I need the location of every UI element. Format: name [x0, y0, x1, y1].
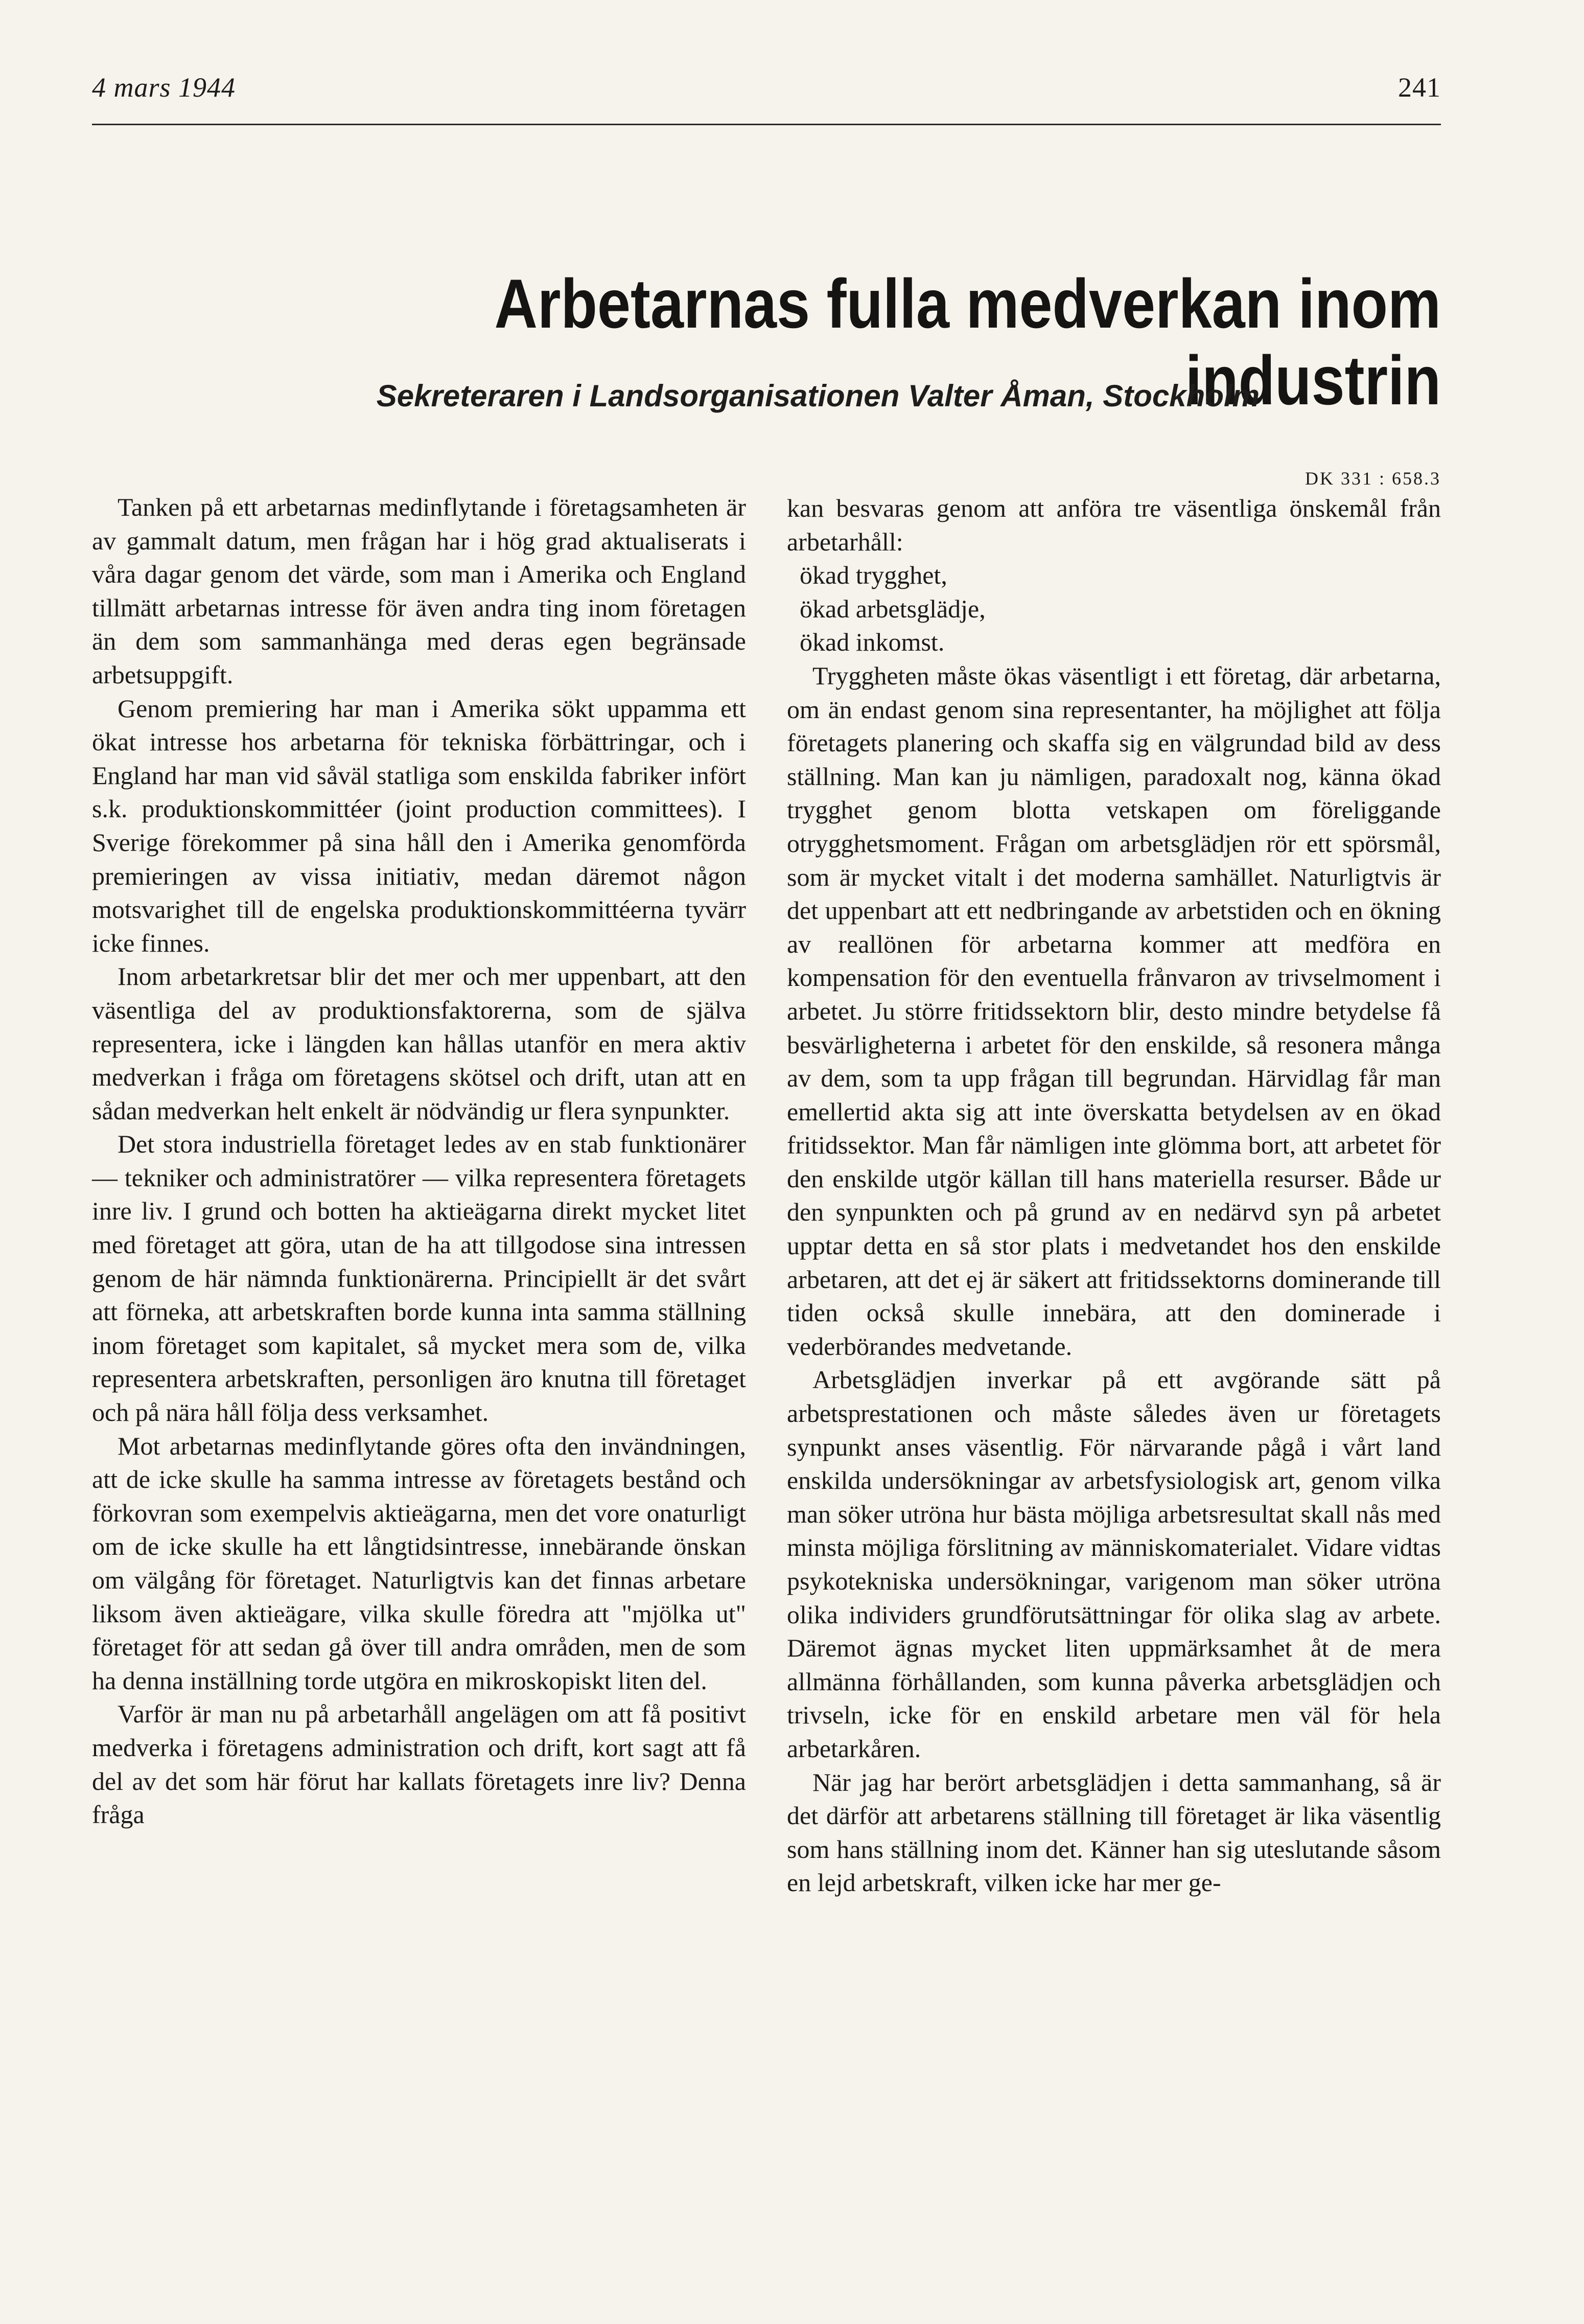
dk-classification: DK 331 : 658.3 [1305, 468, 1441, 489]
paragraph: Tryggheten måste ökas väsentligt i ett företag, där arbetarna, om än endast genom sina representanter, ha möjlighet att följa företagets planering och skaffa sig en välgrundad bild av dess ställning. Man kan ju nämligen, paradoxalt nog, känna ökad trygghet genom blotta vetskapen om föreliggande otrygghetsmoment. Frågan om arbetsglädjen rör ett spörsmål, som är mycket vitalt i det moderna samhället. Naturligtvis är det uppenbart att ett nedbringande av arbetstiden och en ökning av reallönen för arbetarna kommer att medföra en kompensation för den eventuella frånvaron av trivselmoment i arbetet. Ju större fritidssektorn blir, desto mindre betydelse få besvärligheterna i arbetet för den enskilde, så resonera många av dem, som ta upp frågan till begrundan. Härvidlag får man emellertid akta sig att inte överskatta betydelsen av en ökad fritidssektor. Man får nämligen inte glömma bort, att arbetet för den enskilde utgör källan till hans materiella resurser. Både ur den synpunkten och på grund av en nedärvd syn på arbetet upptar detta en så stor plats i medvetandet hos den enskilde arbetaren, att det ej är säkert att fritidssektorns dominerande till tiden också skulle innebära, att den dominerade i vederbörandes medvetande. [787, 661, 1441, 1361]
paragraph: Genom premiering har man i Amerika sökt uppamma ett ökat intresse hos arbetarna för tekniska förbättringar, och i England har man vid såväl statliga som enskilda fabriker infört s.k. produktionskommittéer (joint production committees). I Sverige förekommer på sina håll den i Amerika genomförda premieringen av vissa initiativ, medan däremot någon motsvarighet till de engelska produktionskommittéerna tyvärr icke finnes. [92, 694, 746, 957]
paragraph: Inom arbetarkretsar blir det mer och mer uppenbart, att den väsentliga del av produktionsfaktorerna, som de själva representera, icke i längden kan hållas utanför en mera aktiv medverkan i fråga om företagens skötsel och drift, utan att en sådan medverkan helt enkelt är nödvändig ur flera synpunkter. [92, 962, 746, 1125]
paragraph: Det stora industriella företaget ledes av en stab funktionärer — tekniker och administratörer — vilka representera företagets inre liv. I grund och botten ha aktieägarna direkt mycket litet med företaget att göra, utan de ha att tillgodose sina intressen genom de här nämnda funktionärerna. Principiellt är det svårt att förneka, att arbetskraften borde kunna inta samma ställning inom företaget som kapitalet, så mycket mera som de, vilka representera arbetskraften, personligen äro knutna till företaget och på nära håll följa dess verksamhet. [92, 1130, 746, 1427]
header-rule [92, 124, 1441, 125]
paragraph: Tanken på ett arbetarnas medinflytande i företagsamheten är av gammalt datum, men frågan har i hög grad aktualiserats i våra dagar genom det värde, som man i Amerika och England tillmätt arbetarnas intresse för även andra ting inom företagen än dem som sammanhänga med deras egen begränsade arbetsuppgift. [92, 493, 746, 689]
paragraph: Arbetsglädjen inverkar på ett avgörande sätt på arbetsprestationen och måste således även ur företagets synpunkt anses väsentlig. För närvarande pågå i vårt land enskilda undersökningar av arbetsfysiologisk art, genom vilka man söker utröna hur bästa möjliga arbetsresultat skall nås med minsta möjliga förslitning av människomaterialet. Vidare vidtas psykotekniska undersökningar, varigenom man söker utröna olika individers grundförutsättningar för olika slag av arbete. Däremot ägnas mycket liten uppmärksamhet åt de mera allmänna förhållanden, som kunna påverka arbetsglädjen och trivseln, icke för en enskild arbetare men väl för hela arbetarkåren. [787, 1365, 1441, 1763]
list-item: ökad inkomst. [800, 628, 945, 657]
paragraph: Varför är man nu på arbetarhåll angelägen om att få positivt medverka i företagens administration och drift, kort sagt att få del av det som här förut har kallats företagets inre liv? Denna fråga [92, 1699, 746, 1829]
page-number: 241 [1398, 72, 1441, 103]
article-byline: Sekreteraren i Landsorganisationen Valter Åman, Stockholm [376, 379, 1260, 413]
paragraph: När jag har berört arbetsglädjen i detta sammanhang, så är det därför att arbetarens ställning till företaget är lika väsentlig som hans ställning inom det. Känner han sig uteslutande såsom en lejd arbetskraft, vilken icke har mer ge- [787, 1767, 1441, 1897]
wish-list [787, 559, 1441, 659]
article-title: Arbetarnas fulla medverkan inom industrin [494, 265, 1441, 419]
right-column [787, 492, 1441, 2189]
paragraph: Mot arbetarnas medinflytande göres ofta den invändningen, att de icke skulle ha samma intresse av företagets bestånd och förkovran som exempelvis aktieägarna, men det vore onaturligt om de icke skulle ha ett långtidsintresse, innebärande önskan om välgång för företaget. Naturligtvis kan det finnas arbetare liksom även aktieägare, vilka skulle föredra att "mjölka ut" företaget för att sedan gå över till andra områden, men de som ha denna inställning torde utgöra en mikroskopiskt liten del. [92, 1431, 746, 1695]
left-column [92, 491, 746, 2188]
list-item: ökad trygghet, [800, 561, 947, 590]
running-head [92, 72, 1441, 112]
list-item: ökad arbetsglädje, [800, 594, 986, 623]
issue-date: 4 mars 1944 [92, 72, 236, 103]
paragraph: kan besvaras genom att anföra tre väsentliga önskemål från arbetarhåll: [787, 494, 1441, 556]
